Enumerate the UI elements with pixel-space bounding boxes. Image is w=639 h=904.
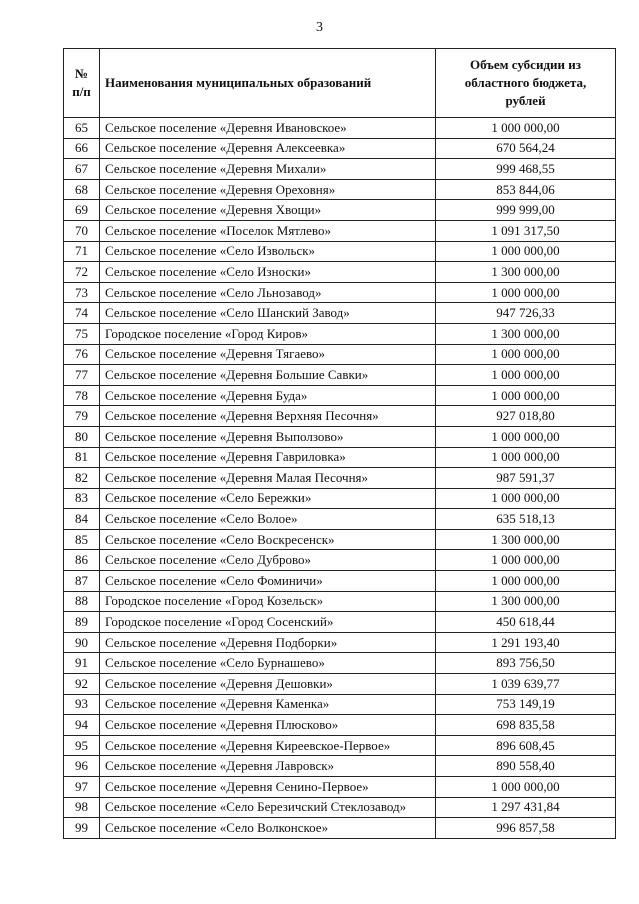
subsidy-amount: 999 999,00 [436, 200, 616, 221]
table-row [64, 262, 616, 283]
table-row [64, 282, 616, 303]
table-row [64, 468, 616, 489]
municipality-name: Сельское поселение «Село Шанский Завод» [100, 303, 436, 324]
row-number: 91 [64, 653, 100, 674]
municipality-name: Сельское поселение «Деревня Хвощи» [100, 200, 436, 221]
municipality-name: Сельское поселение «Деревня Дешовки» [100, 674, 436, 695]
table-row [64, 797, 616, 818]
table-row [64, 488, 616, 509]
subsidy-amount: 1 300 000,00 [436, 262, 616, 283]
row-number: 92 [64, 674, 100, 695]
subsidy-amount: 1 000 000,00 [436, 282, 616, 303]
table-row [64, 653, 616, 674]
row-number: 76 [64, 344, 100, 365]
row-number: 97 [64, 777, 100, 798]
subsidy-amount: 1 000 000,00 [436, 550, 616, 571]
subsidy-amount: 1 091 317,50 [436, 220, 616, 241]
subsidy-amount: 996 857,58 [436, 818, 616, 839]
subsidy-amount: 1 000 000,00 [436, 344, 616, 365]
municipality-name: Сельское поселение «Деревня Лавровск» [100, 756, 436, 777]
row-number: 75 [64, 323, 100, 344]
row-number: 93 [64, 694, 100, 715]
table-row [64, 756, 616, 777]
row-number: 99 [64, 818, 100, 839]
row-number: 89 [64, 612, 100, 633]
municipality-name: Сельское поселение «Село Износки» [100, 262, 436, 283]
row-number: 73 [64, 282, 100, 303]
table-row [64, 385, 616, 406]
subsidy-amount: 698 835,58 [436, 715, 616, 736]
municipality-name: Сельское поселение «Деревня Киреевское-Первое» [100, 735, 436, 756]
subsidy-amount: 670 564,24 [436, 138, 616, 159]
municipality-name: Сельское поселение «Село Березичский Стеклозавод» [100, 797, 436, 818]
subsidy-amount: 896 608,45 [436, 735, 616, 756]
municipality-name: Сельское поселение «Село Дуброво» [100, 550, 436, 571]
row-number: 88 [64, 591, 100, 612]
subsidy-amount: 893 756,50 [436, 653, 616, 674]
municipality-name: Сельское поселение «Деревня Ореховня» [100, 179, 436, 200]
row-number: 68 [64, 179, 100, 200]
header-name: Наименования муниципальных образований [100, 49, 436, 118]
table-row [64, 694, 616, 715]
subsidy-amount: 853 844,06 [436, 179, 616, 200]
page-number: 3 [316, 20, 323, 35]
subsidy-amount: 1 300 000,00 [436, 323, 616, 344]
table-row [64, 426, 616, 447]
row-number: 72 [64, 262, 100, 283]
subsidy-amount: 753 149,19 [436, 694, 616, 715]
municipality-name: Сельское поселение «Деревня Михали» [100, 159, 436, 180]
municipality-name: Городское поселение «Город Козельск» [100, 591, 436, 612]
table-row [64, 365, 616, 386]
table-row [64, 715, 616, 736]
subsidy-amount: 1 000 000,00 [436, 777, 616, 798]
table-row [64, 591, 616, 612]
municipality-name: Сельское поселение «Деревня Ивановское» [100, 118, 436, 139]
subsidy-amount: 890 558,40 [436, 756, 616, 777]
row-number: 83 [64, 488, 100, 509]
row-number: 87 [64, 571, 100, 592]
subsidy-amount: 1 000 000,00 [436, 365, 616, 386]
row-number: 95 [64, 735, 100, 756]
municipality-name: Сельское поселение «Деревня Большие Савки» [100, 365, 436, 386]
subsidy-amount: 999 468,55 [436, 159, 616, 180]
municipality-name: Сельское поселение «Село Извольск» [100, 241, 436, 262]
header-amount-line2: областного бюджета, [464, 75, 587, 90]
table-row [64, 118, 616, 139]
row-number: 86 [64, 550, 100, 571]
subsidy-amount: 1 000 000,00 [436, 426, 616, 447]
municipality-name: Сельское поселение «Деревня Выползово» [100, 426, 436, 447]
row-number: 79 [64, 406, 100, 427]
row-number: 65 [64, 118, 100, 139]
subsidy-amount: 1 300 000,00 [436, 529, 616, 550]
municipality-name: Сельское поселение «Деревня Гавриловка» [100, 447, 436, 468]
subsidy-amount: 1 291 193,40 [436, 632, 616, 653]
table-row [64, 818, 616, 839]
subsidy-table [63, 48, 616, 839]
municipality-name: Сельское поселение «Деревня Буда» [100, 385, 436, 406]
table-header [64, 49, 616, 118]
table-row [64, 735, 616, 756]
table-row [64, 241, 616, 262]
subsidy-amount: 947 726,33 [436, 303, 616, 324]
table-row [64, 179, 616, 200]
municipality-name: Сельское поселение «Село Волое» [100, 509, 436, 530]
municipality-name: Городское поселение «Город Киров» [100, 323, 436, 344]
municipality-name: Сельское поселение «Деревня Алексеевка» [100, 138, 436, 159]
table-row [64, 509, 616, 530]
subsidy-amount: 450 618,44 [436, 612, 616, 633]
municipality-name: Сельское поселение «Поселок Мятлево» [100, 220, 436, 241]
municipality-name: Сельское поселение «Село Воскресенск» [100, 529, 436, 550]
table-row [64, 344, 616, 365]
subsidy-amount: 1 000 000,00 [436, 571, 616, 592]
subsidy-amount: 1 000 000,00 [436, 241, 616, 262]
row-number: 67 [64, 159, 100, 180]
municipality-name: Сельское поселение «Село Фоминичи» [100, 571, 436, 592]
subsidy-amount: 1 000 000,00 [436, 488, 616, 509]
table-row [64, 138, 616, 159]
table-body [64, 118, 616, 839]
subsidy-amount: 635 518,13 [436, 509, 616, 530]
header-number-line1: № [74, 66, 89, 81]
table-row [64, 447, 616, 468]
table-row [64, 571, 616, 592]
subsidy-amount: 927 018,80 [436, 406, 616, 427]
table-row [64, 529, 616, 550]
header-amount-line1: Объем субсидии из [470, 57, 581, 72]
table-row [64, 550, 616, 571]
row-number: 94 [64, 715, 100, 736]
row-number: 84 [64, 509, 100, 530]
header-number [64, 49, 100, 118]
table-row [64, 220, 616, 241]
row-number: 70 [64, 220, 100, 241]
subsidy-amount: 1 000 000,00 [436, 385, 616, 406]
municipality-name: Сельское поселение «Деревня Сенино-Первое» [100, 777, 436, 798]
table-row [64, 406, 616, 427]
table-row [64, 777, 616, 798]
table-row [64, 159, 616, 180]
subsidy-amount: 1 300 000,00 [436, 591, 616, 612]
subsidy-amount: 1 000 000,00 [436, 447, 616, 468]
subsidy-amount: 1 297 431,84 [436, 797, 616, 818]
row-number: 74 [64, 303, 100, 324]
row-number: 66 [64, 138, 100, 159]
row-number: 90 [64, 632, 100, 653]
municipality-name: Сельское поселение «Село Бурнашево» [100, 653, 436, 674]
table-row [64, 323, 616, 344]
subsidy-amount: 1 039 639,77 [436, 674, 616, 695]
municipality-name: Городское поселение «Город Сосенский» [100, 612, 436, 633]
municipality-name: Сельское поселение «Деревня Каменка» [100, 694, 436, 715]
header-number-line2: п/п [72, 84, 91, 99]
header-row [64, 49, 616, 118]
table-row [64, 674, 616, 695]
municipality-name: Сельское поселение «Село Льнозавод» [100, 282, 436, 303]
header-amount [436, 49, 616, 118]
row-number: 77 [64, 365, 100, 386]
table-row [64, 200, 616, 221]
municipality-name: Сельское поселение «Деревня Малая Песочня» [100, 468, 436, 489]
subsidy-amount: 987 591,37 [436, 468, 616, 489]
municipality-name: Сельское поселение «Деревня Верхняя Песочня» [100, 406, 436, 427]
table-row [64, 303, 616, 324]
row-number: 81 [64, 447, 100, 468]
row-number: 80 [64, 426, 100, 447]
municipality-name: Сельское поселение «Село Бережки» [100, 488, 436, 509]
row-number: 82 [64, 468, 100, 489]
row-number: 96 [64, 756, 100, 777]
table-row [64, 612, 616, 633]
municipality-name: Сельское поселение «Деревня Тягаево» [100, 344, 436, 365]
row-number: 71 [64, 241, 100, 262]
table-row [64, 632, 616, 653]
subsidy-amount: 1 000 000,00 [436, 118, 616, 139]
row-number: 98 [64, 797, 100, 818]
row-number: 78 [64, 385, 100, 406]
municipality-name: Сельское поселение «Деревня Подборки» [100, 632, 436, 653]
row-number: 69 [64, 200, 100, 221]
row-number: 85 [64, 529, 100, 550]
header-amount-line3: рублей [505, 93, 546, 108]
municipality-name: Сельское поселение «Село Волконское» [100, 818, 436, 839]
municipality-name: Сельское поселение «Деревня Плюсково» [100, 715, 436, 736]
